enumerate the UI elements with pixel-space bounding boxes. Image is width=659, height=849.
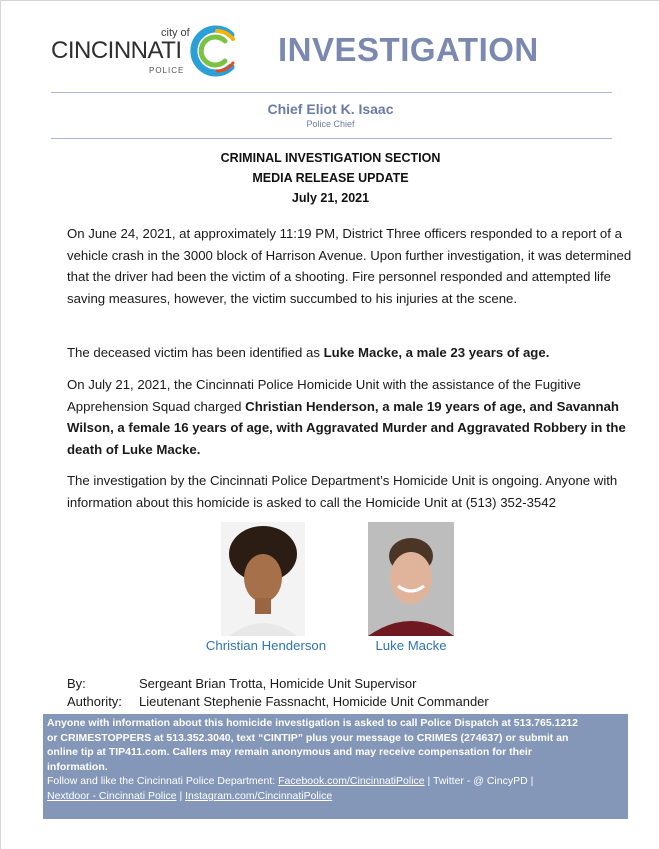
release-date: July 21, 2021 xyxy=(291,191,370,205)
section-heading: CRIMINAL INVESTIGATION SECTION xyxy=(220,151,441,165)
info-line-3: online tip at TIP411.com. Callers may remain anonymous and may receive compensation for their xyxy=(47,746,532,759)
header-rule-top xyxy=(51,92,612,93)
caption-christian-henderson: Christian Henderson xyxy=(205,638,327,653)
credit-by-value: Sergeant Brian Trotta, Homicide Unit Supervisor xyxy=(139,676,417,691)
credit-by xyxy=(67,676,416,691)
tip-info-box xyxy=(43,714,628,819)
facebook-link[interactable]: Facebook.com/CincinnatiPolice xyxy=(278,775,425,788)
nextdoor-link[interactable]: Nextdoor - Cincinnati Police xyxy=(47,789,177,802)
follow-lead-text: Follow and like the Cincinnati Police Department: xyxy=(47,775,279,788)
paragraph-incident: On June 24, 2021, at approximately 11:19 PM, District Three officers responded to a report of a vehicle crash in the 3000 block of Harrison Avenue. Upon further investigation, it was determined that the driver had been the victim of a shooting. Fire personnel responded and attempted life saving measures, however, the victim succumbed to his injuries at the scene. xyxy=(67,226,632,306)
paragraph-ongoing: The investigation by the Cincinnati Police Department’s Homicide Unit is ongoing. Anyone with information about this homicide is asked to call the Homicide Unit at (513) 352-3542 xyxy=(67,473,618,510)
portrait-icon xyxy=(221,522,305,636)
info-follow-line xyxy=(47,774,624,789)
info-social-line xyxy=(47,789,624,804)
chief-title: Police Chief xyxy=(306,119,355,129)
c-emblem-icon xyxy=(187,23,243,79)
page-title: INVESTIGATION xyxy=(278,31,539,68)
paragraph-charges xyxy=(67,374,633,460)
logo-city-of: city of xyxy=(161,27,190,39)
info-line-2: or CRIMESTOPPERS at 513.352.3040, text “CINTIP” plus your message to CRIMES (274637) or submit an xyxy=(47,731,569,744)
caption-luke-macke: Luke Macke xyxy=(375,638,447,653)
photo-christian-henderson xyxy=(221,522,305,636)
credit-authority-value: Lieutenant Stephenie Fassnacht, Homicide Unit Commander xyxy=(139,694,489,709)
portrait-icon xyxy=(368,522,454,636)
victim-identity: Luke Macke, a male 23 years of age. xyxy=(323,345,550,360)
info-line-1: Anyone with information about this homicide investigation is asked to call Police Dispatch at 513.765.1212 xyxy=(47,717,578,729)
charges-lead-text: On July 21, 2021, the Cincinnati Police Homicide Unit with the assistance of the Fugitive Apprehension Squad charged xyxy=(67,377,581,414)
release-heading: MEDIA RELEASE UPDATE xyxy=(252,171,409,185)
header-rule-bottom xyxy=(51,138,612,139)
logo-department: POLICE xyxy=(149,66,185,75)
credit-authority-label: Authority: xyxy=(67,694,122,709)
chief-name: Chief Eliot K. Isaac xyxy=(267,101,394,117)
credit-authority xyxy=(67,694,489,709)
photo-luke-macke xyxy=(368,522,454,636)
cincinnati-police-logo xyxy=(51,23,241,85)
paragraph-victim xyxy=(67,342,633,364)
follow-separator: | Twitter - @ CincyPD | xyxy=(424,775,534,788)
instagram-link[interactable]: Instagram.com/CincinnatiPolice xyxy=(185,789,333,802)
info-line-4: information. xyxy=(47,760,108,773)
charges-details: Christian Henderson, a male 19 years of age, and Savannah Wilson, a female 16 years of age, with Aggravated Murder and Aggravated Robbery in the death of Luke Macke. xyxy=(67,398,626,457)
logo-city-name: CINCINNATI xyxy=(51,37,182,64)
credit-by-label: By: xyxy=(67,676,86,691)
social-separator: | xyxy=(176,789,186,802)
victim-lead-text: The deceased victim has been identified as xyxy=(67,345,324,360)
